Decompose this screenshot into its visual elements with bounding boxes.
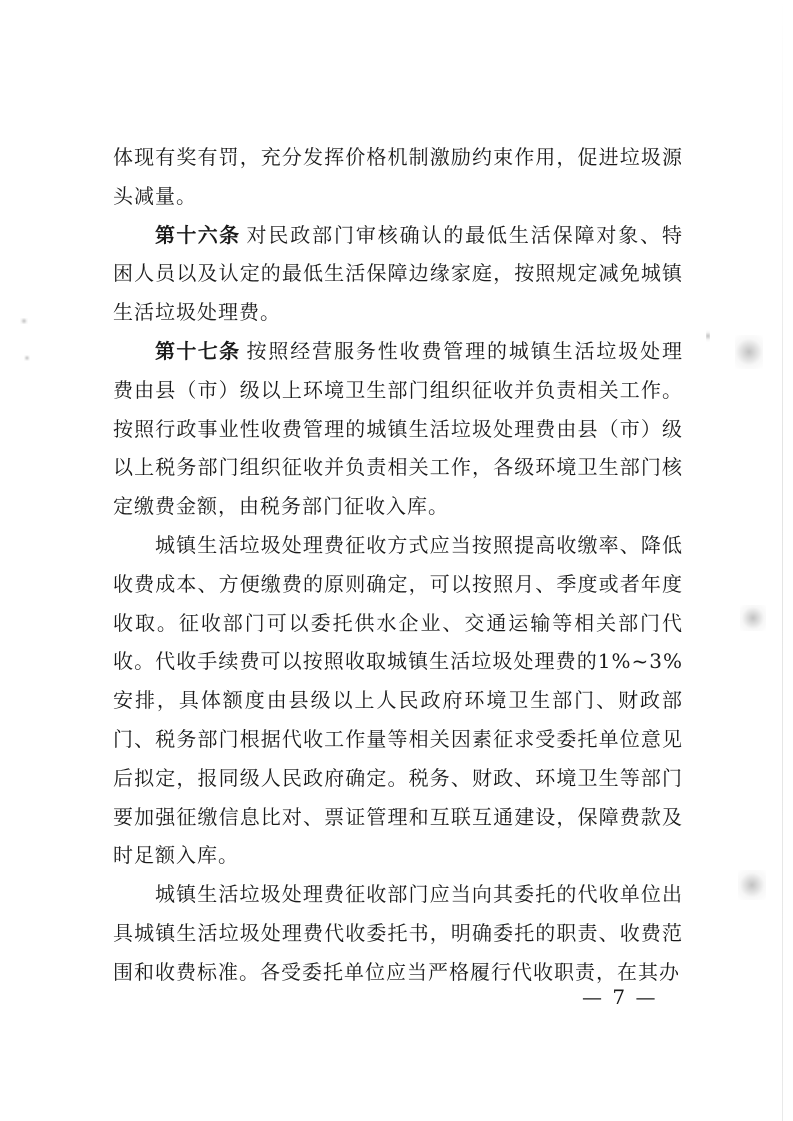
scan-speck xyxy=(735,335,763,369)
paragraph-text: 体现有奖有罚，充分发挥价格机制激励约束作用，促进垃圾源头减量。 xyxy=(113,145,683,208)
paragraph-text: 按照经营服务性收费管理的城镇生活垃圾处理费由县（市）级以上环境卫生部门组织征收并负责相关工作。按照行政事业性收费管理的城镇生活垃圾处理费由县（市）级以上税务部门组织征收并负责相关工作，各级环境卫生部门核定缴费金额，由税务部门征收入库。 xyxy=(113,338,684,519)
scan-speck xyxy=(24,355,30,361)
scan-edge-line xyxy=(782,0,783,1121)
paragraph-text: 城镇生活垃圾处理费征收部门应当向其委托的代收单位出具城镇生活垃圾处理费代收委托书，明确委托的职责、收费范围和收费标准。各受委托单位应当严格履行代收职责，在其办 xyxy=(113,882,683,984)
scan-speck xyxy=(738,870,766,900)
scan-speck xyxy=(20,318,28,324)
scan-speck xyxy=(706,330,710,342)
paragraph-1 xyxy=(113,138,683,216)
paragraph-3 xyxy=(113,332,683,526)
scan-speck xyxy=(740,605,766,631)
page-number: — 7 — xyxy=(582,985,658,1009)
paragraph-text: 对民政部门审核确认的最低生活保障对象、特困人员以及认定的最低生活保障边缘家庭，按照规定减免城镇生活垃圾处理费。 xyxy=(113,222,684,325)
article-number: 第十六条 xyxy=(155,222,241,247)
article-number: 第十七条 xyxy=(155,338,241,363)
paragraph-5 xyxy=(113,875,683,991)
paragraph-4 xyxy=(113,526,683,875)
document-body xyxy=(113,138,683,992)
paragraph-2 xyxy=(113,216,683,332)
paragraph-text: 城镇生活垃圾处理费征收方式应当按照提高收缴率、降低收费成本、方便缴费的原则确定，可以按照月、季度或者年度收取。征收部门可以委托供水企业、交通运输等相关部门代收。代收手续费可以按照收取城镇生活垃圾处理费的1%~3%安排，具体额度由县级以上人民政府环境卫生部门、财政部门、税务部门根据代收工作量等相关因素征求受委托单位意见后拟定，报同级人民政府确定。税务、财政、环境卫生等部门要加强征缴信息比对、票证管理和互联互通建设，保障费款及时足额入库。 xyxy=(113,532,683,868)
